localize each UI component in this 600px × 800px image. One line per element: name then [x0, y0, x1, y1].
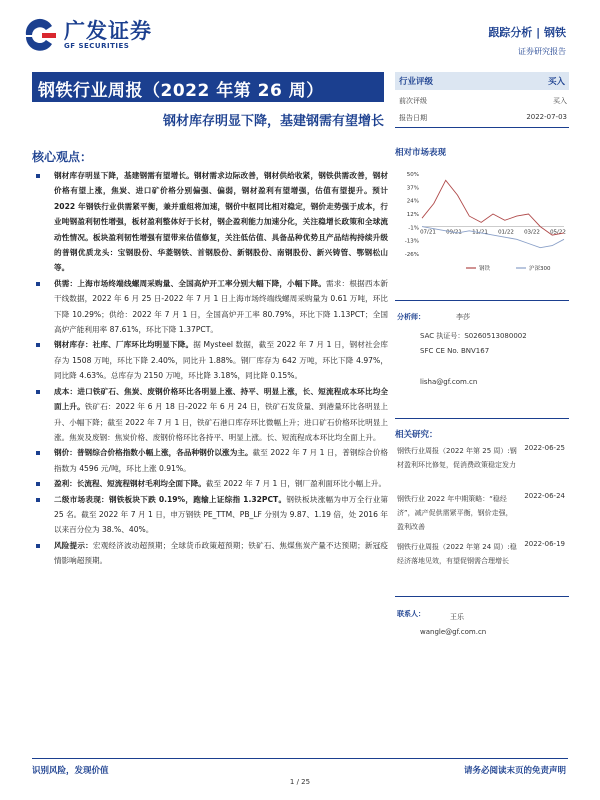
- core-body: [32, 168, 388, 569]
- paragraph-text: 钢铁板块涨幅为申万全行业第 25 名。截至 2022 年 7 月 1 日，申万钢铁 PE_TTM、PB_LF 分别为 9.87、1.19 倍，处 2016 年以来百分位为 38.%、40%。: [54, 494, 389, 535]
- relative-performance-chart: [396, 168, 568, 278]
- legend-label: 钢铁: [479, 266, 491, 272]
- sfc-ce: SFC CE No. BNV167: [420, 347, 490, 355]
- sac-cert: SAC 执证号：S0260513080002: [420, 332, 527, 340]
- legend-label: 沪深300: [529, 266, 551, 272]
- related-date: 2022-06-25: [524, 444, 565, 452]
- related-item[interactable]: [397, 444, 569, 492]
- footer-slogan: 识别风险，发现价值: [32, 766, 109, 776]
- related-title[interactable]: 钢铁行业 2022 年中期策略：“稳经济”，减产促供需紧平衡，钢价走强，盈利改善: [397, 495, 513, 531]
- related-title[interactable]: 钢铁行业周报（2022 年第 25 周）:钢材盈利环比修复，促消费政策稳定发力: [397, 447, 517, 469]
- company-logo: [22, 18, 152, 52]
- paragraph-bold: 钢价：普钢综合价格指数小幅上涨，各品种钢价以涨为主。: [54, 448, 253, 458]
- y-tick-label: 24%: [406, 198, 419, 205]
- prev-rating-value: 买入: [553, 97, 567, 105]
- paragraph-bold: 二级市场表现：钢铁板块下跌 0.19%，跑输上证综指 1.32PCT。: [54, 494, 287, 504]
- paragraph: [32, 445, 388, 476]
- x-tick-label: 05/22: [550, 229, 566, 236]
- bullet-icon: [36, 544, 40, 548]
- paragraph-bold: 钢材库存：社库、厂库环比均明显下降。: [54, 340, 194, 350]
- analyst-name: 李莎: [456, 313, 470, 321]
- page-number: 1 / 25: [289, 778, 311, 786]
- rating-value: 买入: [547, 77, 565, 87]
- paragraph-bold: 风险提示：: [54, 540, 93, 550]
- logo-cn-text: 广发证券: [64, 19, 152, 43]
- related-heading: 相关研究：: [395, 430, 438, 440]
- paragraph-bold: 成本：进口铁矿石、焦炭、废钢价格环比各明显上涨、持平、明显上涨，长、短流程成本环比均全面上升。: [54, 386, 388, 412]
- report-date-row: [399, 113, 567, 123]
- paragraph-text: 截至 2022 年 7 月 1 日，普钢综合价格指数为 4596 元/吨，环比上涨 0.91%。: [54, 448, 388, 473]
- paragraph: [32, 276, 388, 338]
- paragraph-bold: 钢材库存明显下降，基建钢需有望增长。钢材需求边际改善，钢材供给收紧，钢铁供需改善，钢材价格有望上涨，焦炭、进口矿价格分别偏强、偏弱，钢材盈利有望增强，估值有望提升。预计 2022 年钢铁行业供需紧平衡，兼并重组将加速，钢价中枢同比相对稳定，钢价走势强于成本，行业吨钢盈利韧性增强，板材盈利整体好于长材，钢企盈利能力加速分化，关注稳增长政策和全球流动性情况。板块盈利韧性增强有望带来估值修复，关注低估值、具备品种优势且产品结构持续升级的普钢优质龙头：宝钢股份、华菱钢铁、首钢股份、新钢股份、南钢股份、新兴铸管、鄂钢松山等。: [54, 171, 388, 273]
- x-tick-label: 03/22: [524, 229, 540, 236]
- bullet-icon: [36, 343, 40, 347]
- contact-label: 联系人：: [397, 610, 425, 618]
- bullet-icon: [36, 282, 40, 286]
- y-tick-label: 37%: [406, 185, 419, 192]
- prev-rating-label: 前次评级: [399, 97, 427, 105]
- core-heading: 核心观点：: [32, 150, 93, 164]
- bullet-icon: [36, 390, 40, 394]
- y-tick-label: -1%: [408, 225, 419, 232]
- prev-rating-row: [399, 96, 567, 106]
- analyst-email[interactable]: lisha@gf.com.cn: [420, 378, 478, 386]
- rating-label: 行业评级: [399, 77, 434, 87]
- divider: [395, 300, 569, 301]
- paragraph: [32, 168, 388, 276]
- chart-heading: 相对市场表现: [395, 148, 447, 158]
- related-item[interactable]: [397, 492, 569, 540]
- industry-rating: [395, 72, 569, 90]
- report-subtitle: 钢材库存明显下降，基建钢需有望增长: [162, 114, 384, 129]
- paragraph-text: 宏观经济波动超预期；全球货币政策超预期；铁矿石、焦煤焦炭产量不达预期；新冠疫情影响超预期。: [54, 540, 388, 566]
- y-tick-label: 50%: [406, 172, 419, 178]
- bullet-icon: [36, 498, 40, 502]
- paragraph-bold: 盈利：长流程、短流程钢材毛利均全面下降。: [54, 479, 206, 489]
- divider: [395, 418, 569, 419]
- paragraph: [32, 538, 388, 569]
- related-date: 2022-06-19: [524, 540, 565, 548]
- report-type-block: [488, 24, 566, 57]
- logo-en-text: GF SECURITIES: [64, 42, 130, 50]
- related-date: 2022-06-24: [524, 492, 565, 500]
- analyst-label: 分析师：: [397, 313, 425, 321]
- footer-disclaimer: 请务必阅读末页的免责声明: [463, 766, 566, 776]
- bullet-icon: [36, 482, 40, 486]
- x-tick-label: 07/21: [420, 229, 436, 236]
- paragraph-text: 截至 2022 年 7 月 1 日，钢厂盈利面环比小幅上升。: [205, 479, 387, 489]
- paragraph: [32, 476, 388, 491]
- y-tick-label: -13%: [404, 238, 419, 245]
- footer-divider: [32, 758, 568, 759]
- contact-name: 王乐: [450, 613, 464, 621]
- related-item[interactable]: [397, 540, 569, 588]
- contact-email[interactable]: wangle@gf.com.cn: [420, 628, 487, 636]
- x-tick-label: 01/22: [498, 229, 514, 236]
- x-tick-label: 11/21: [472, 229, 488, 236]
- series-line: [422, 227, 564, 248]
- gf-logo-icon: [22, 18, 60, 52]
- report-title: 钢铁行业周报（2022 年第 26 周）: [32, 72, 384, 102]
- bullet-icon: [36, 174, 40, 178]
- divider: [395, 596, 569, 597]
- paragraph-bold: 供需：上海市场终端线螺周采购量、全国高炉开工率分别大幅下降，小幅下降。: [54, 278, 327, 288]
- paragraph-text: 需求：根据西本新干线数据，2022 年 6 月 25 日-2022 年 7 月 1 日上海市场终端线螺周采购量为 0.61 万吨，环比下降 10.29%；供给：2022 年 7 月 1 日，全国高炉开工率 80.79%，环比下降 1.13PCT；全国高炉产能利用率 87.61%，环比下降 1.37PCT。: [54, 278, 389, 335]
- paragraph: [32, 384, 388, 446]
- report-subtype: 证券研究报告: [518, 47, 566, 56]
- related-title[interactable]: 钢铁行业周报（2022 年第 24 周）:稳经济落地见效，有望促钢需合理增长: [397, 543, 517, 565]
- bullet-icon: [36, 451, 40, 455]
- x-tick-label: 09/21: [446, 229, 462, 236]
- report-type: 跟踪分析 | 钢铁: [488, 26, 566, 39]
- y-tick-label: -26%: [404, 252, 419, 258]
- report-date-value: 2022-07-03: [526, 113, 567, 121]
- paragraph-text: 据 Mysteel 数据，截至 2022 年 7 月 1 日，钢材社会库存为 1508 万吨，环比下降 2.40%，同比升 1.88%。钢厂库存为 642 万吨，环比下降 4.97%，同比降 4.63%。总库存为 2150 万吨，环比降 3.18%，同比降 0.15%。: [54, 340, 389, 381]
- paragraph: [32, 337, 388, 383]
- divider: [395, 127, 569, 128]
- y-tick-label: 12%: [406, 212, 419, 218]
- paragraph: [32, 492, 388, 538]
- related-list: [397, 444, 569, 588]
- paragraph-text: 铁矿石：2022 年 6 月 18 日-2022 年 6 月 24 日，铁矿石发货量、到港量环比各明显上升、小幅下降；截至 2022 年 7 月 1 日，铁矿石港口库存环比微幅上升；进口矿石价格环比明显上涨。焦炭及废钢：焦炭价格、废钢价格环比各持平、明显上涨。长、短流程成本环比均全面上升。: [54, 402, 389, 442]
- report-date-label: 报告日期: [399, 114, 427, 122]
